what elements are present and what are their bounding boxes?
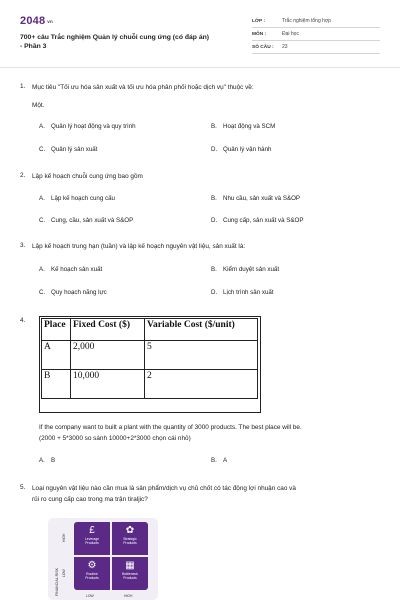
- logo-text: 2048: [20, 15, 46, 27]
- title-line-2: - Phần 3: [20, 43, 47, 50]
- table-row: [42, 341, 258, 370]
- question-2: [20, 172, 380, 232]
- meta-value: Trắc nghiệm tổng hợp: [282, 18, 331, 24]
- option-letter: C.: [39, 217, 46, 224]
- site-logo[interactable]: [20, 15, 53, 27]
- option-c[interactable]: [39, 289, 107, 296]
- option-letter: A.: [39, 123, 45, 130]
- table-header: Place: [42, 319, 71, 341]
- option-d[interactable]: [211, 289, 274, 296]
- table-cell: 5: [145, 341, 258, 370]
- option-a[interactable]: [39, 123, 136, 130]
- option-b[interactable]: [211, 266, 279, 273]
- option-letter: B.: [211, 266, 217, 273]
- quadrant-leverage: [74, 522, 110, 555]
- option-text: Cung cấp, sản xuất và S&OP: [223, 217, 304, 224]
- question-text: If the company want to built a plant with the quantity of 3000 products. The best place will be.: [39, 424, 302, 431]
- option-text: Lập kế hoạch cung cấu: [51, 195, 115, 202]
- meta-value: 23: [282, 44, 288, 50]
- option-text: Quản lý sản xuất: [51, 146, 98, 153]
- quadrant-label: Products: [123, 541, 137, 545]
- option-text: Cung, cầu, sản xuất và S&OP: [51, 217, 134, 224]
- axis-label: FINANCIAL RISK: [55, 567, 59, 596]
- table-header-row: [42, 319, 258, 341]
- option-letter: A.: [39, 195, 45, 202]
- quadrant-label: Bottleneck: [122, 572, 138, 576]
- option-text: Kiểm duyệt sản xuất: [223, 266, 280, 273]
- option-letter: A.: [39, 266, 45, 273]
- table-header: Variable Cost ($/unit): [145, 319, 258, 341]
- question-text: Lập kế hoạch trung hạn (tuần) và lập kế hoạch nguyên vật liệu, sản xuất là:: [32, 243, 246, 250]
- option-letter: D.: [211, 146, 218, 153]
- title-line-1: 700+ câu Trắc nghiệm Quản lý chuỗi cung ứng (có đáp án): [20, 34, 210, 41]
- table-header: Fixed Cost ($): [71, 319, 145, 341]
- table-cell: 2: [145, 370, 258, 399]
- option-letter: B.: [211, 123, 217, 130]
- meta-row-subject: [252, 28, 380, 41]
- option-text: Quản lý hoạt động và quy trình: [51, 123, 136, 130]
- bottleneck-icon: ▦: [125, 560, 135, 571]
- question-3: [20, 242, 380, 302]
- gear-icon: ⚙: [87, 560, 97, 571]
- quadrant-label: Routine: [86, 572, 98, 576]
- option-c[interactable]: [39, 146, 97, 153]
- option-letter: B.: [211, 195, 217, 202]
- question-text: Mục tiêu "Tối ưu hóa sản xuất và tối ưu hóa phân phối hoặc dịch vụ" thuộc về:: [32, 84, 254, 91]
- quadrant-label: Products: [85, 541, 99, 545]
- header-divider: [0, 67, 400, 68]
- quadrant-label: Leverage: [84, 537, 100, 541]
- option-text: Kế hoạch sản xuất: [51, 266, 103, 273]
- option-letter: D.: [211, 217, 218, 224]
- quadrant-label: Products: [123, 576, 137, 580]
- option-text: Quy hoạch năng lực: [51, 289, 107, 296]
- question-1: [20, 83, 380, 153]
- option-text: Nhu cầu, sản xuất và S&OP: [223, 195, 301, 202]
- option-letter: D.: [211, 289, 218, 296]
- option-text: Quản lý vận hành: [223, 146, 272, 153]
- quadrant-routine: [74, 557, 110, 590]
- axis-high-label: HIGH: [62, 533, 66, 542]
- table-cell: B: [42, 370, 71, 399]
- quadrant-label: Strategic: [123, 537, 137, 541]
- question-text: Loại nguyên vật liệu nào cần mua là sản phẩm/dịch vụ chủ chốt có tác động lợi nhuận cao và: [32, 485, 296, 492]
- option-a[interactable]: [39, 266, 102, 273]
- question-text: Lập kế hoạch chuỗi cung ứng bao gồm: [32, 173, 143, 180]
- quadrant-label: Products: [85, 576, 99, 580]
- question-number: 4.: [20, 317, 26, 324]
- logo-suffix: vn: [47, 19, 53, 24]
- option-b[interactable]: [211, 195, 300, 202]
- quadrant-strategic: [112, 522, 148, 555]
- pound-icon: £: [89, 525, 95, 536]
- question-5: [20, 484, 380, 510]
- question-text: rủi ro cung cấp cao trong ma trận tiraljic?: [32, 496, 148, 503]
- option-text: Lịch trình sản xuất: [223, 289, 274, 296]
- puzzle-icon: ✿: [125, 525, 135, 536]
- matrix-axis: [55, 567, 61, 600]
- option-d[interactable]: [211, 146, 272, 153]
- question-text-note: (2000 + 5*3000 so sánh 10000+2*3000 chọn cái nhỏ): [39, 435, 191, 442]
- option-letter: C.: [39, 289, 46, 296]
- table-cell: A: [42, 341, 71, 370]
- question-extra-text: Một.: [32, 102, 45, 109]
- meta-label: SỐ CÂU :: [252, 44, 274, 50]
- option-text: Hoạt động và SCM: [223, 123, 276, 130]
- option-text: A: [223, 457, 228, 464]
- bottom-axis-high-label: HIGH: [124, 594, 133, 598]
- option-text: B: [51, 457, 56, 464]
- meta-row-count: [252, 41, 380, 54]
- option-b[interactable]: [211, 123, 275, 130]
- bottom-axis-low-label: LOW: [86, 594, 94, 598]
- meta-info: [252, 15, 380, 54]
- question-number: 2.: [20, 172, 26, 179]
- question-number: 1.: [20, 83, 26, 90]
- axis-low-label: LOW: [62, 569, 66, 577]
- quadrant-bottleneck: [112, 557, 148, 590]
- table-cell: 2,000: [71, 341, 145, 370]
- meta-row-class: [252, 15, 380, 28]
- option-letter: B.: [211, 457, 217, 464]
- option-a[interactable]: [39, 195, 115, 202]
- question-number: 5.: [20, 484, 26, 491]
- document-title: [20, 33, 245, 51]
- option-b[interactable]: [211, 457, 227, 464]
- option-a[interactable]: [39, 457, 55, 464]
- meta-label: LỚP :: [252, 18, 266, 24]
- table-row: [42, 370, 258, 399]
- option-d[interactable]: [211, 217, 303, 224]
- option-letter: A.: [39, 457, 45, 464]
- meta-value: Đại học: [282, 31, 299, 37]
- cost-table: [41, 318, 258, 399]
- question-4-body: [20, 423, 380, 463]
- option-c[interactable]: [39, 217, 133, 224]
- table-cell: 10,000: [71, 370, 145, 399]
- option-letter: C.: [39, 146, 46, 153]
- meta-label: MÔN :: [252, 31, 267, 37]
- question-number: 3.: [20, 242, 26, 249]
